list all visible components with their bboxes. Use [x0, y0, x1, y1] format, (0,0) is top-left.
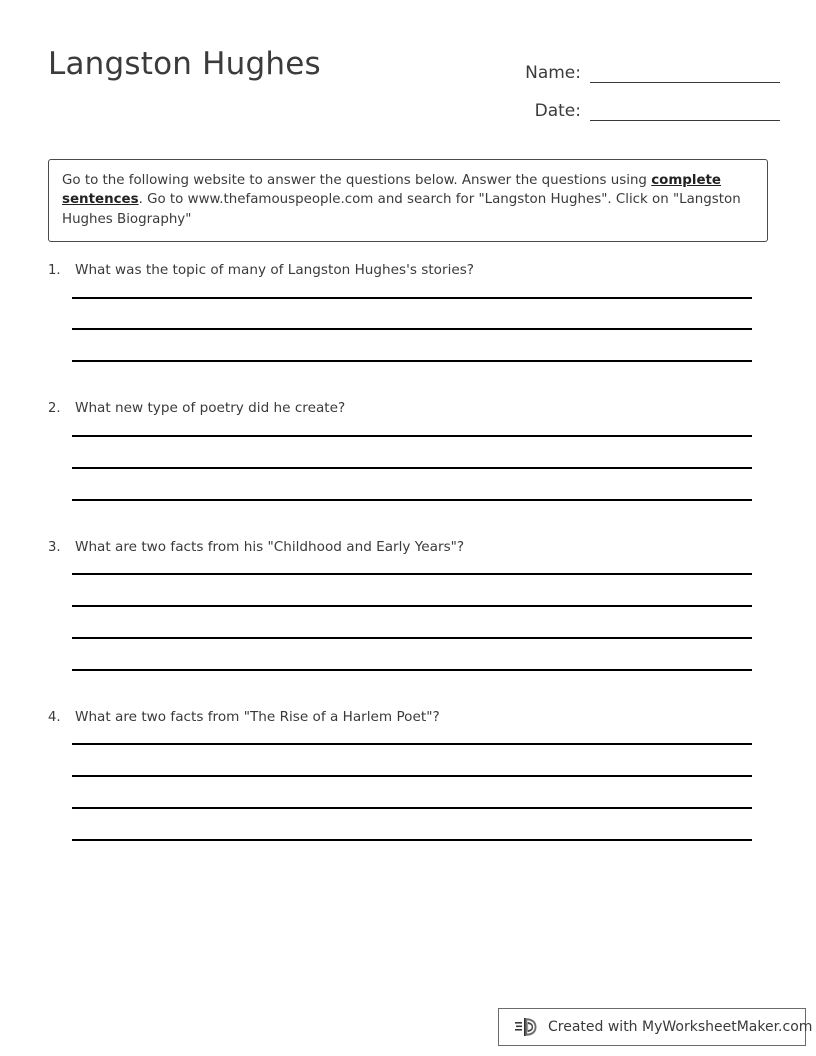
name-date-group: [480, 48, 780, 124]
instructions-text-part1: Go to the following website to answer the questions below. Answer the questions using: [62, 173, 652, 188]
question-heading: [0, 400, 816, 418]
question-number: 2.: [48, 401, 61, 417]
answer-line[interactable]: [72, 839, 752, 841]
answer-line[interactable]: [72, 435, 752, 437]
answer-line[interactable]: [72, 605, 752, 607]
answer-line[interactable]: [72, 360, 752, 362]
date-field-label: Date:: [534, 101, 581, 121]
answer-line[interactable]: [72, 775, 752, 777]
answer-line[interactable]: [72, 637, 752, 639]
date-field-input[interactable]: [590, 120, 780, 121]
question-block: [0, 709, 816, 841]
answer-line[interactable]: [72, 743, 752, 745]
answer-lines-group: [0, 280, 816, 363]
page-title: Langston Hughes: [48, 46, 321, 82]
worksheet-maker-badge[interactable]: [498, 1008, 813, 1046]
question-block: [0, 539, 816, 671]
answer-lines-group: [0, 556, 816, 670]
question-text: What are two facts from his "Childhood and Early Years"?: [75, 538, 465, 555]
question-text: What are two facts from "The Rise of a Harlem Poet"?: [75, 708, 440, 725]
answer-line[interactable]: [72, 499, 752, 501]
instructions-box: [48, 159, 768, 242]
question-spacer: [0, 671, 816, 709]
answer-line[interactable]: [72, 807, 752, 809]
question-number: 4.: [48, 709, 61, 725]
answer-line[interactable]: [72, 297, 752, 299]
name-field-row: [480, 48, 780, 86]
question-heading: [0, 709, 816, 727]
answer-line[interactable]: [72, 573, 752, 575]
worksheet-header: [0, 0, 816, 140]
questions-list: [0, 262, 816, 841]
instructions-emphasis: complete sentences: [62, 173, 722, 208]
date-field-row: [480, 86, 780, 124]
question-text: What was the topic of many of Langston Hughes's stories?: [75, 262, 475, 278]
question-number: 1.: [48, 263, 61, 278]
answer-line[interactable]: [72, 328, 752, 330]
question-block: [0, 400, 816, 500]
answer-lines-group: [0, 418, 816, 501]
worksheet-maker-badge-label: Created with MyWorksheetMaker.com: [548, 1019, 813, 1035]
question-heading: [0, 539, 816, 557]
question-spacer: [0, 501, 816, 539]
question-text: What new type of poetry did he create?: [75, 400, 346, 417]
name-field-label: Name:: [525, 63, 581, 83]
answer-line[interactable]: [72, 467, 752, 469]
name-field-input[interactable]: [590, 82, 780, 83]
question-spacer: [0, 362, 816, 400]
instructions-text: [62, 171, 754, 229]
question-number: 3.: [48, 539, 61, 555]
question-block: [0, 262, 816, 362]
instructions-text-part2: . Go to www.thefamouspeople.com and search for "Langston Hughes". Click on "Langston Hughes Biography": [62, 192, 741, 227]
question-heading: [0, 262, 816, 280]
answer-lines-group: [0, 726, 816, 840]
worksheet-maker-logo-icon: [515, 1016, 541, 1038]
answer-line[interactable]: [72, 669, 752, 671]
